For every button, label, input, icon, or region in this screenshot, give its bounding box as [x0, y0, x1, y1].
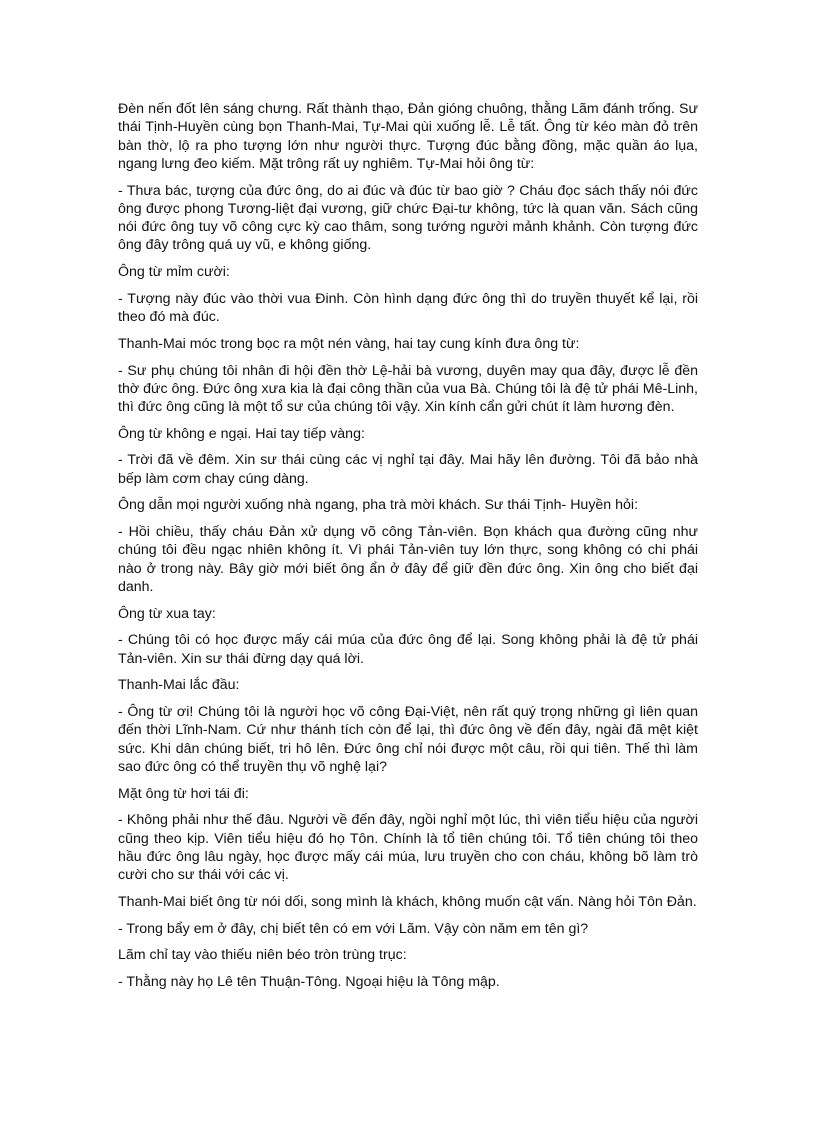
paragraph: Thanh-Mai móc trong bọc ra một nén vàng, hai tay cung kính đưa ông từ:: [118, 335, 580, 352]
paragraph: Đèn nến đốt lên sáng chưng. Rất thành thạo, Đản gióng chuông, thằng Lãm đánh trống. Sư thái Tịnh-Huyền cùng bọn Thanh-Mai, Tự-Mai qùi xuống lễ. Lễ tất. Ông từ kéo màn đỏ trên bàn thờ, lộ ra pho tượng lớn như người thực. Tượng đúc bằng đồng, mặc quần áo lụa, ngang lưng đeo kiếm. Mặt trông rất uy nghiêm. Tự-Mai hỏi ông từ:: [118, 101, 698, 172]
document-page: [118, 100, 698, 1000]
paragraph: - Sư phụ chúng tôi nhân đi hội đền thờ Lệ-hải bà vương, duyên may qua đây, được lễ đền thờ đức ông. Đức ông xưa kia là đại công thần của vua Bà. Chúng tôi là đệ tử phái Mê-Linh, thì đức ông cũng là một tổ sư của chúng tôi vậy. Xin kính cẩn gửi chút ít làm hương đèn.: [118, 362, 698, 416]
paragraph: Mặt ông từ hơi tái đi:: [118, 785, 249, 802]
paragraph: Lãm chỉ tay vào thiếu niên béo tròn trùng trục:: [118, 947, 407, 964]
paragraph: Thanh-Mai lắc đầu:: [118, 677, 240, 694]
paragraph: - Ông từ ơi! Chúng tôi là người học võ công Đại-Việt, nên rất quý trọng những gì liên quan đến thời Lĩnh-Nam. Cứ như thánh tích còn để lại, thì đức ông về đến đây, ngài đã mệt kiệt sức. Khi dân chúng biết, tri hô lên. Đức ông chỉ nói được một câu, rồi qui tiên. Thế thì làm sao đức ông có thể truyền thụ võ nghệ lại?: [118, 704, 698, 775]
paragraph: - Hồi chiều, thấy cháu Đản xử dụng võ công Tản-viên. Bọn khách qua đường cũng như chúng tôi đều ngạc nhiên không ít. Vì phái Tản-viên tuy lớn thực, song không có chi phái nào ở trong này. Bây giờ mới biết ông ẩn ở đây để giữ đền đức ông. Xin ông cho biết đại danh.: [118, 524, 698, 596]
paragraph: - Trời đã về đêm. Xin sư thái cùng các vị nghỉ tại đây. Mai hãy lên đường. Tôi đã bảo nhà bếp làm cơm chay cúng dàng.: [118, 452, 698, 487]
paragraph: - Chúng tôi có học được mấy cái múa của đức ông để lại. Song không phải là đệ tử phái Tản-viên. Xin sư thái đừng dạy quá lời.: [118, 632, 698, 667]
paragraph: Ông từ mỉm cười:: [118, 264, 230, 281]
paragraph: Ông từ không e ngại. Hai tay tiếp vàng:: [118, 425, 365, 442]
paragraph: - Trong bẩy em ở đây, chị biết tên có em với Lãm. Vậy còn năm em tên gì?: [118, 920, 589, 937]
paragraph: Ông từ xua tay:: [118, 605, 216, 622]
paragraph: - Thằng này họ Lê tên Thuận-Tông. Ngoại hiệu là Tông mập.: [118, 974, 500, 990]
paragraph: Thanh-Mai biết ông từ nói dối, song mình là khách, không muốn cật vấn. Nàng hỏi Tôn Đản.: [118, 893, 697, 910]
paragraph: Ông dẫn mọi người xuống nhà ngang, pha trà mời khách. Sư thái Tịnh- Huyền hỏi:: [118, 497, 639, 514]
paragraph: - Tượng này đúc vào thời vua Đinh. Còn hình dạng đức ông thì do truyền thuyết kể lại, rồi theo đó mà đúc.: [118, 290, 698, 326]
paragraph: - Thưa bác, tượng của đức ông, do ai đúc và đúc từ bao giờ ? Cháu đọc sách thấy nói đức ông được phong Tương-liệt đại vương, giữ chức Đại-tư không, tức là quan văn. Sách cũng nói đức ông tuy võ công cực kỳ cao thâm, song tướng người mảnh khảnh. Còn tượng đức ông đây trông quá uy vũ, e không giống.: [118, 182, 698, 254]
paragraph: - Không phải như thế đâu. Người về đến đây, ngồi nghỉ một lúc, thì viên tiểu hiệu của người cũng theo kịp. Viên tiểu hiệu đó họ Tôn. Chính là tổ tiên chúng tôi. Tổ tiên chúng tôi theo hầu đức ông lâu ngày, học được mấy cái múa, lưu truyền cho con cháu, không bõ làm trò cười cho sư thái với các vị.: [118, 812, 698, 884]
